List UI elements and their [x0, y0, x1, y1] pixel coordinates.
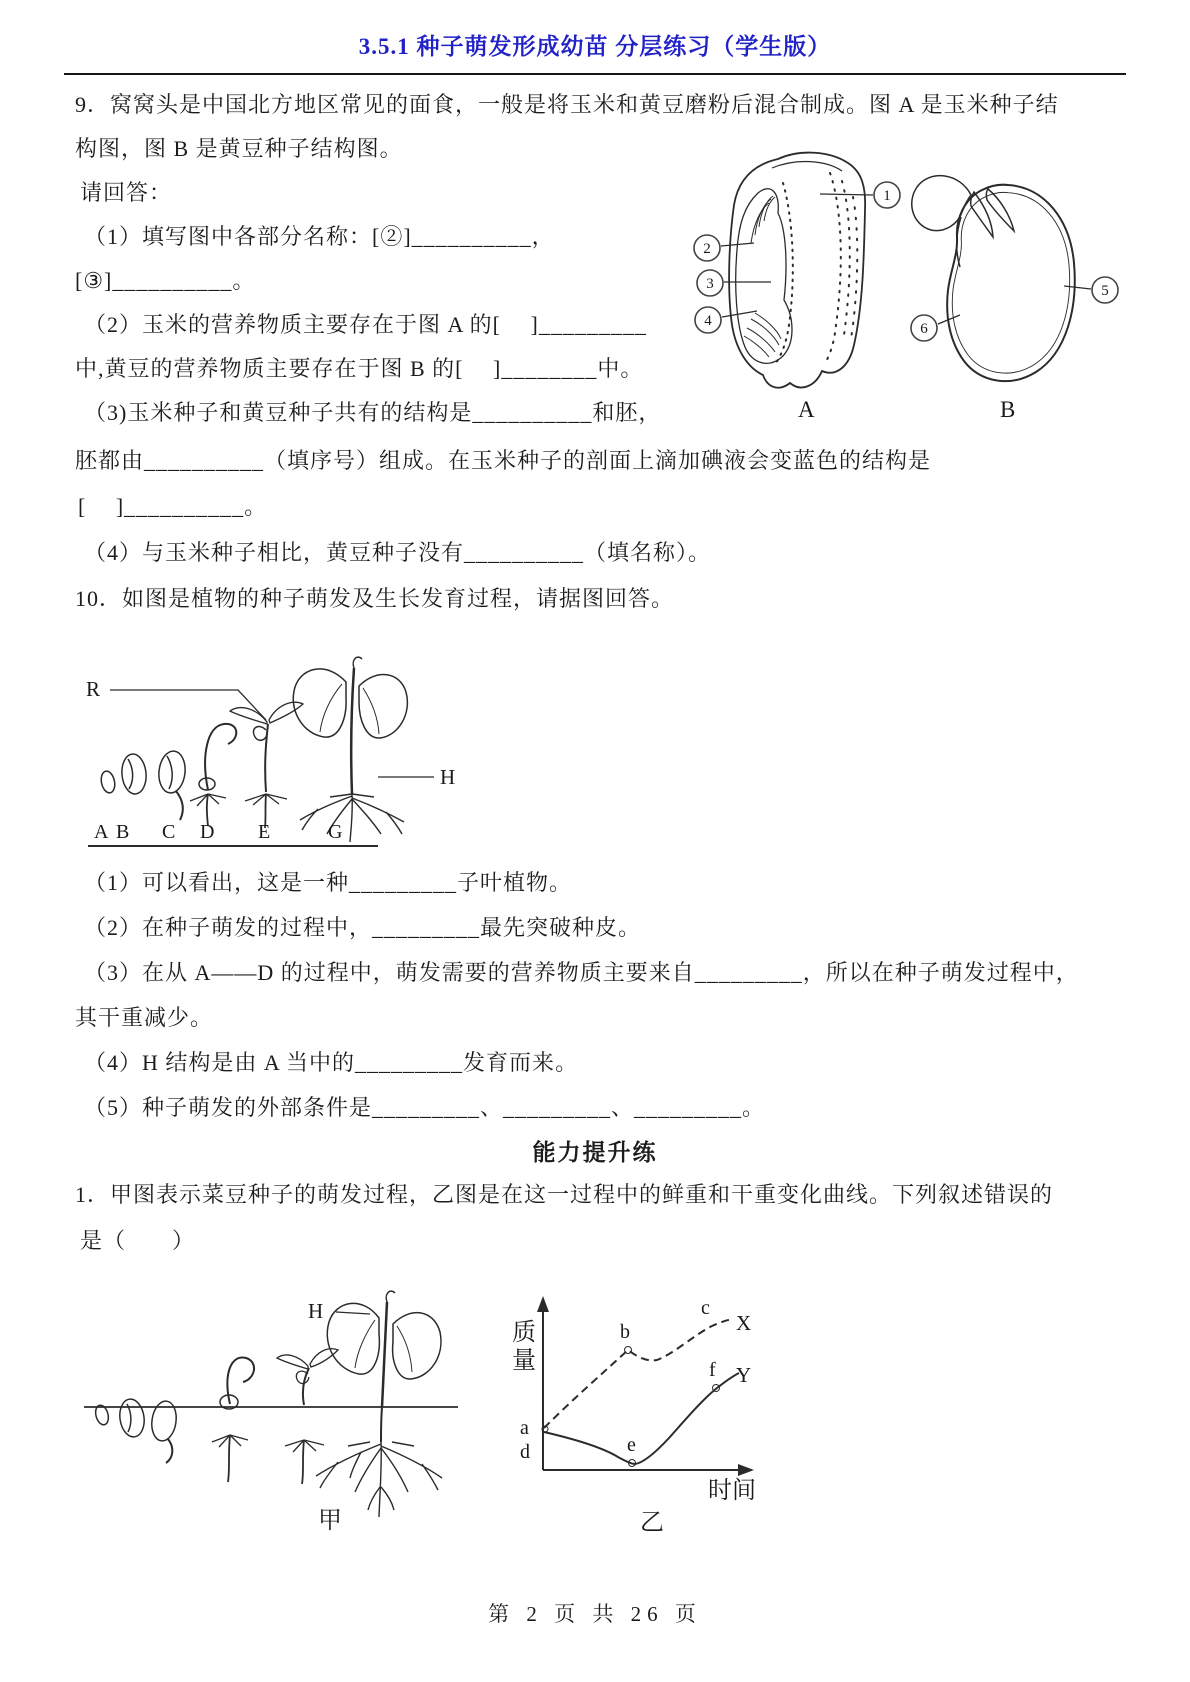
x-axis-arrow	[738, 1464, 754, 1476]
label-h: H	[308, 1299, 324, 1323]
q9-line-6: （2）玉米的营养物质主要存在于图 A 的[ ]_________	[84, 312, 647, 337]
y-axis-arrow	[537, 1296, 549, 1312]
q9-line-3: 请回答：	[80, 180, 173, 205]
callout-3	[697, 270, 771, 296]
svg-text:b: b	[620, 1321, 630, 1343]
q9-line-2: 构图，图 B 是黄豆种子结构图。	[75, 136, 403, 161]
label-r: R	[86, 677, 101, 701]
corn-plumule-hatch	[751, 196, 775, 243]
y-axis-label-1: 质	[512, 1320, 536, 1346]
svg-text:4: 4	[704, 313, 712, 329]
corn-seed-diagram	[694, 153, 900, 422]
page-number: 第 2 页 共 26 页	[488, 1602, 702, 1626]
q9-line-11: （4）与玉米种子相比，黄豆种子没有__________（填名称）。	[84, 540, 712, 565]
stage-g-roots	[300, 794, 404, 842]
x-axis-label: 时间	[708, 1478, 756, 1504]
bean-body	[952, 192, 1069, 373]
header-divider	[64, 73, 1126, 75]
curve-y-label: Y	[736, 1363, 752, 1387]
svg-text:D: D	[200, 821, 215, 843]
y-axis-label-2: 量	[512, 1348, 536, 1374]
svg-text:B: B	[116, 821, 130, 843]
s2-q1-line-1: 1．甲图表示菜豆种子的萌发过程，乙图是在这一过程中的鲜重和干重变化曲线。下列叙述错误的	[75, 1182, 1054, 1207]
svg-text:C: C	[162, 821, 176, 843]
curve-y-dry-weight	[544, 1373, 739, 1464]
curve-x-fresh-weight	[544, 1319, 733, 1428]
svg-text:2: 2	[703, 241, 711, 257]
callout-5	[1064, 277, 1118, 303]
point-b	[625, 1347, 632, 1354]
stage-g-plant	[293, 657, 407, 842]
bean-caption: B	[1000, 397, 1016, 422]
stage-d-seedling	[190, 724, 236, 826]
yi-caption: 乙	[640, 1510, 664, 1536]
stage-e-seedling	[230, 702, 303, 828]
jia-germination-figure	[80, 1262, 470, 1547]
curve-x-label: X	[736, 1311, 752, 1335]
section-heading: 能力提升练	[532, 1140, 658, 1165]
jia-caption: 甲	[318, 1508, 342, 1534]
svg-text:G: G	[328, 821, 343, 843]
callout-2	[694, 235, 754, 261]
q10-intro: 10．如图是植物的种子萌发及生长发育过程，请据图回答。	[75, 586, 675, 611]
q10-part-4: （4）H 结构是由 A 当中的_________发育而来。	[84, 1050, 579, 1075]
svg-text:f: f	[709, 1359, 716, 1381]
corn-radicle-hatch	[744, 313, 781, 357]
callout-1	[820, 182, 900, 208]
q9-line-5: [③]__________。	[75, 268, 256, 293]
svg-text:d: d	[520, 1441, 530, 1463]
corn-embryo-outline	[736, 189, 792, 364]
svg-text:E: E	[258, 821, 271, 843]
young-seedling	[277, 1349, 338, 1484]
corn-outline	[729, 153, 865, 388]
corn-endosperm-stipple	[824, 173, 857, 365]
svg-text:A: A	[94, 821, 109, 843]
mature-plant	[316, 1291, 442, 1517]
page-title: 3.5.1 种子萌发形成幼苗 分层练习（学生版）	[358, 34, 832, 59]
q9-line-4: （1）填写图中各部分名称：[②]__________，	[84, 224, 555, 249]
q10-part-3: （3）在从 A——D 的过程中，萌发需要的营养物质主要来自_________，所以在种子萌发过程中，	[84, 960, 1079, 985]
bean-seed-diagram	[911, 176, 1118, 422]
svg-text:6: 6	[920, 321, 928, 337]
q9-line-10: [ ]__________。	[78, 494, 268, 519]
stage-seeds	[99, 750, 187, 820]
mature-plant-roots	[316, 1442, 442, 1517]
q9-line-9: 胚都由__________（填序号）组成。在玉米种子的剖面上滴加碘液会变蓝色的结构是	[75, 448, 932, 473]
bean-seed-coat	[947, 185, 1075, 381]
q9-line-7: 中,黄豆的营养物质主要存在于图 B 的[ ]________中。	[75, 356, 644, 381]
corn-caption: A	[798, 397, 815, 422]
svg-text:e: e	[627, 1434, 636, 1456]
svg-text:1: 1	[883, 188, 891, 204]
q9-line-8: （3)玉米种子和黄豆种子共有的结构是__________和胚，	[84, 400, 662, 425]
svg-text:3: 3	[706, 276, 714, 292]
yi-mass-time-chart	[470, 1262, 780, 1547]
q10-part-2: （2）在种子萌发的过程中，_________最先突破种皮。	[84, 915, 642, 940]
s2-q1-line-2: 是（ ）	[80, 1228, 196, 1253]
q10-germination-figure	[80, 622, 470, 854]
svg-text:a: a	[520, 1417, 529, 1439]
point-labels	[520, 1297, 716, 1463]
q9-line-1: 9．窝窝头是中国北方地区常见的面食，一般是将玉米和黄豆磨粉后混合制成。图 A 是玉米种子结	[75, 92, 1059, 117]
seed-structure-figure	[630, 125, 1140, 435]
svg-text:c: c	[701, 1297, 710, 1319]
q10-part-1: （1）可以看出，这是一种_________子叶植物。	[84, 870, 573, 895]
svg-text:5: 5	[1101, 283, 1109, 299]
callout-4	[695, 307, 757, 333]
label-h: H	[440, 765, 456, 789]
q10-part-3b: 其干重减少。	[75, 1005, 214, 1030]
q10-part-5: （5）种子萌发的外部条件是_________、_________、_________。	[84, 1095, 766, 1120]
h-leader-line	[336, 1312, 370, 1314]
hooked-seedling	[212, 1357, 254, 1482]
